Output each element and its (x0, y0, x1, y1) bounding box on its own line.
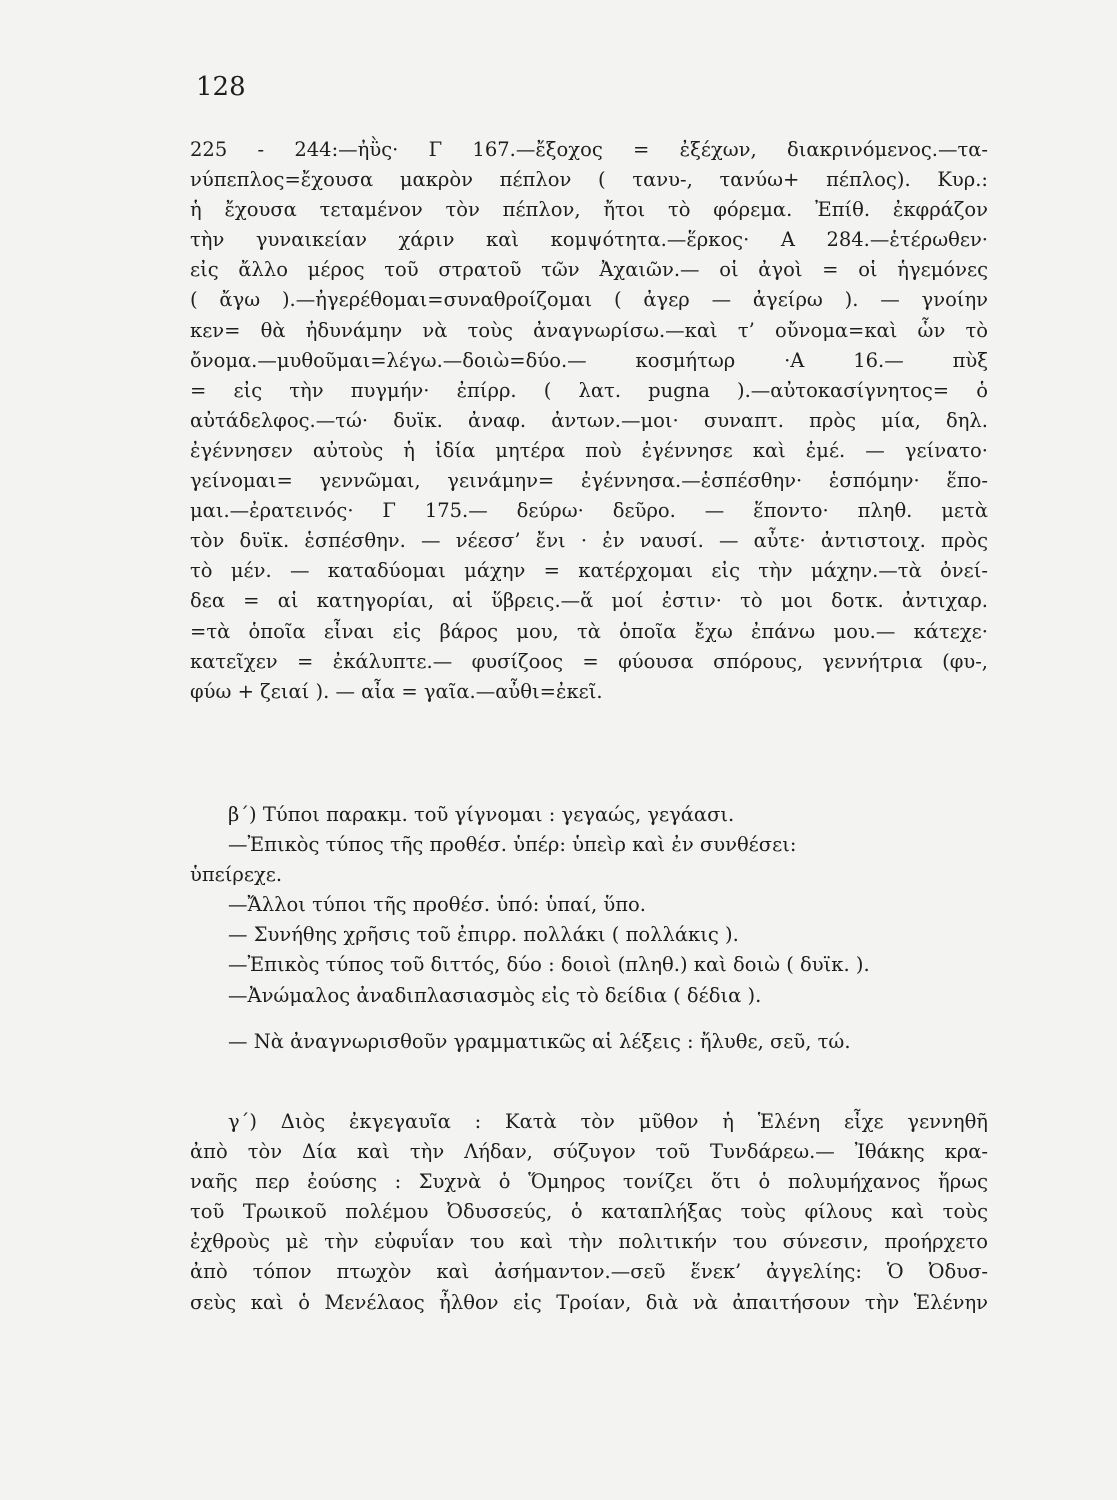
text-line: ἐγέννησεν αὐτοὺς ἡ ἰδία μητέρα ποὺ ἐγέννησε καὶ ἐμέ. — γείνατο· (190, 438, 988, 462)
text-line: ἀπὸ τὸν Δία καὶ τὴν Λήδαν, σύζυγον τοῦ Τυνδάρεω.— Ἰθάκης κρα- (190, 1140, 988, 1164)
text-line: εἰς ἄλλο μέρος τοῦ στρατοῦ τῶν Ἀχαιῶν.— οἱ ἀγοὶ = οἱ ἡγεμόνες (190, 258, 988, 282)
form-note: —Ἐπικὸς τύπος τῆς προθέσ. ὑπέρ: ὑπεὶρ καὶ ἐν συνθέσει: (228, 833, 797, 857)
text-line: τὸ μέν. — καταδύομαι μάχην = κατέρχομαι εἰς τὴν μάχην.—τὰ ὀνεί- (190, 559, 988, 583)
text-line: τοῦ Τρωικοῦ πολέμου Ὀδυσσεύς, ὁ καταπλήξας τοὺς φίλους καὶ τοὺς (190, 1200, 988, 1224)
text-line: ( ἄγω ).—ἠγερέθομαι=συναθροίζομαι ( ἀγερ — ἀγείρω ). — γνοίην (190, 288, 988, 312)
text-line: δεα = αἱ κατηγορίαι, αἱ ὕβρεις.—ἅ μοί ἐστιν· τὸ μοι δοτκ. ἀντιχαρ. (190, 589, 988, 613)
text-line: ἀπὸ τόπον πτωχὸν καὶ ἀσήμαντον.—σεῦ ἕνεκ’ ἀγγελίης: Ὁ Ὀδυσ- (190, 1260, 988, 1284)
text-line: σεὺς καὶ ὁ Μενέλαος ἦλθον εἰς Τροίαν, διὰ νὰ ἀπαιτήσουν τὴν Ἑλένην (190, 1290, 988, 1314)
form-note-continuation: ὑπείρεχε. (190, 863, 283, 887)
text-line: ἐχθροὺς μὲ τὴν εὐφυΐαν του καὶ τὴν πολιτικήν του σύνεσιν, προήρχετο (190, 1230, 988, 1254)
commentary-block-lines-225-244 (190, 135, 988, 707)
grammar-forms-section (190, 800, 988, 1057)
text-line: 225 - 244:—ἠῢς· Γ 167.—ἔξοχος = ἐξέχων, διακρινόμενος.—τα- (190, 138, 988, 161)
text-line: ἡ ἔχουσα τεταμένον τὸν πέπλον, ἤτοι τὸ φόρεμα. Ἐπίθ. ἐκφράζον (190, 198, 988, 222)
commentary-section-c (190, 1107, 988, 1318)
text-line: μαι.—ἐρατεινός· Γ 175.— δεύρω· δεῦρο. — ἕποντο· πληθ. μετὰ (190, 499, 988, 523)
text-line: κατεῖχεν = ἐκάλυπτε.— φυσίζοος = φύουσα σπόρους, γεννήτρια (φυ-, (190, 649, 988, 673)
text-line: =τὰ ὁποῖα εἶναι εἰς βάρος μου, τὰ ὁποῖα ἔχω ἐπάνω μου.— κάτεχε· (190, 619, 988, 643)
page-number: 128 (196, 72, 246, 102)
form-note: — Συνήθης χρῆσις τοῦ ἐπιρρ. πολλάκι ( πολλάκις ). (228, 923, 739, 947)
text-line: ὄνομα.—μυθοῦμαι=λέγω.—δοιὼ=δύο.— κοσμήτωρ ·Α 16.— πὺξ (190, 348, 988, 372)
form-note: —Ἄλλοι τύποι τῆς προθέσ. ὑπό: ὑπαί, ὕπο. (228, 893, 646, 917)
form-note: —Ἀνώμαλος ἀναδιπλασιασμὸς εἰς τὸ δείδια ( δέδια ). (228, 983, 762, 1007)
spacer (190, 1011, 988, 1027)
text-line: κεν= θὰ ἠδυνάμην νὰ τοὺς ἀναγνωρίσω.—καὶ τ’ οὔνομα=καὶ ὧν τὸ (190, 318, 988, 342)
section-heading-c: γ΄) Διὸς ἐκγεγαυῖα : Κατὰ τὸν μῦθον ἡ Ἑλένη εἶχε γεννηθῆ (228, 1110, 988, 1133)
form-note: —Ἐπικὸς τύπος τοῦ διττός, δύο : δοιοὶ (πληθ.) καὶ δοιὼ ( δυϊκ. ). (228, 953, 870, 977)
text-line: γείνομαι= γεννῶμαι, γεινάμην= ἐγέννησα.—ἑσπέσθην· ἑσπόμην· ἕπο- (190, 469, 988, 493)
text-line: αὐτάδελφος.—τώ· δυϊκ. ἀναφ. ἀντων.—μοι· συναπτ. πρὸς μία, δηλ. (190, 408, 988, 432)
exercise-note: — Νὰ ἀναγνωρισθοῦν γραμματικῶς αἱ λέξεις : ἤλυθε, σεῦ, τώ. (228, 1029, 851, 1053)
section-heading-b: β΄) Τύποι παρακμ. τοῦ γίγνομαι : γεγαώς, γεγάασι. (228, 803, 735, 826)
text-line: φύω + ζειαί ). — αἶα = γαῖα.—αὖθι=ἐκεῖ. (190, 679, 603, 703)
text-line: = εἰς τὴν πυγμήν· ἐπίρρ. ( λατ. pugna ).—αὐτοκασίγνητος= ὁ (190, 378, 988, 402)
text-line: νύπεπλος=ἔχουσα μακρὸν πέπλον ( τανυ-, τανύω+ πέπλος). Κυρ.: (190, 168, 988, 192)
text-line: τὴν γυναικείαν χάριν καὶ κομψότητα.—ἕρκος· Α 284.—ἑτέρωθεν· (190, 228, 988, 252)
text-line: τὸν δυϊκ. ἑσπέσθην. — νέεσσ’ ἔνι · ἐν ναυσί. — αὖτε· ἀντιστοιχ. πρὸς (190, 529, 988, 553)
text-line: ναῆς περ ἐούσης : Συχνὰ ὁ Ὅμηρος τονίζει ὅτι ὁ πολυμήχανος ἥρως (190, 1170, 988, 1194)
